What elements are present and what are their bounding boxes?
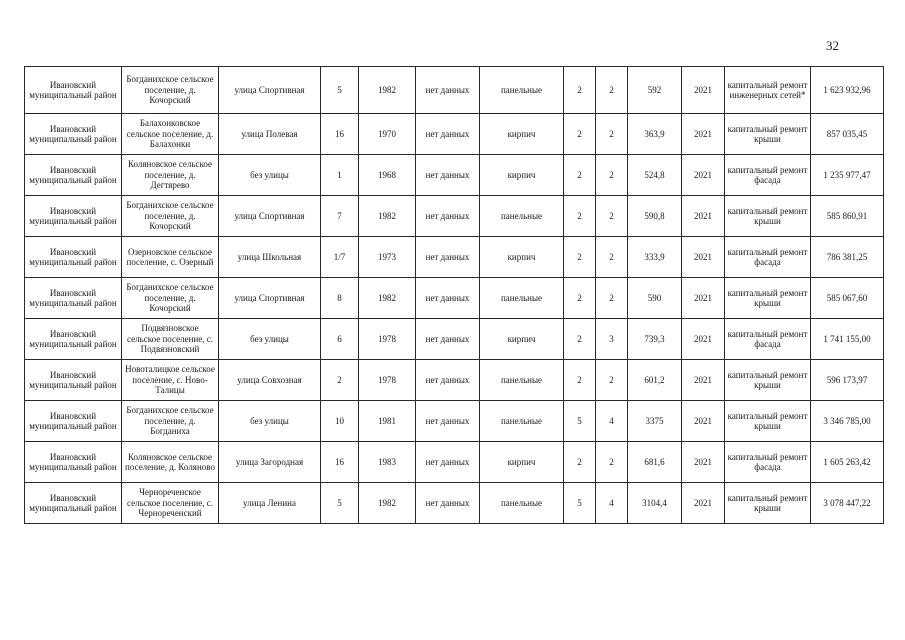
area-cell: 524,8 (628, 155, 682, 196)
data-status-cell: нет данных (416, 237, 480, 278)
table-row (25, 155, 884, 196)
plan-year-cell: 2021 (682, 114, 725, 155)
settlement-cell: Чернореченское сельское поселение, с. Чернореченский (122, 483, 219, 524)
entrances-cell: 2 (596, 114, 628, 155)
table-row (25, 278, 884, 319)
data-status-cell: нет данных (416, 483, 480, 524)
house-number-cell: 1 (321, 155, 359, 196)
table-row (25, 237, 884, 278)
year-built-cell: 1982 (359, 196, 416, 237)
work-type-cell: капитальный ремонт крыши (725, 401, 811, 442)
cost-cell: 1 741 155,00 (811, 319, 884, 360)
floors-cell: 2 (564, 278, 596, 319)
data-status-cell: нет данных (416, 67, 480, 114)
street-cell: улица Ленина (219, 483, 321, 524)
plan-year-cell: 2021 (682, 155, 725, 196)
entrances-cell: 2 (596, 442, 628, 483)
cost-cell: 585 860,91 (811, 196, 884, 237)
plan-year-cell: 2021 (682, 67, 725, 114)
wall-material-cell: панельные (480, 360, 564, 401)
plan-year-cell: 2021 (682, 360, 725, 401)
street-cell: улица Полевая (219, 114, 321, 155)
table-row (25, 483, 884, 524)
housing-repair-table (24, 66, 884, 524)
plan-year-cell: 2021 (682, 483, 725, 524)
entrances-cell: 2 (596, 237, 628, 278)
work-type-cell: капитальный ремонт крыши (725, 360, 811, 401)
wall-material-cell: панельные (480, 278, 564, 319)
wall-material-cell: кирпич (480, 442, 564, 483)
settlement-cell: Подвязновское сельское поселение, с. Подвязновский (122, 319, 219, 360)
area-cell: 363,9 (628, 114, 682, 155)
floors-cell: 2 (564, 196, 596, 237)
entrances-cell: 2 (596, 278, 628, 319)
year-built-cell: 1978 (359, 319, 416, 360)
area-cell: 3375 (628, 401, 682, 442)
plan-year-cell: 2021 (682, 237, 725, 278)
year-built-cell: 1982 (359, 278, 416, 319)
plan-year-cell: 2021 (682, 278, 725, 319)
data-status-cell: нет данных (416, 114, 480, 155)
data-status-cell: нет данных (416, 360, 480, 401)
year-built-cell: 1973 (359, 237, 416, 278)
street-cell: улица Спортивная (219, 67, 321, 114)
street-cell: улица Загородная (219, 442, 321, 483)
settlement-cell: Озерновское сельское поселение, с. Озерный (122, 237, 219, 278)
floors-cell: 2 (564, 237, 596, 278)
cost-cell: 3 346 785,00 (811, 401, 884, 442)
work-type-cell: капитальный ремонт инженерных сетей* (725, 67, 811, 114)
plan-year-cell: 2021 (682, 401, 725, 442)
area-cell: 333,9 (628, 237, 682, 278)
floors-cell: 5 (564, 483, 596, 524)
district-cell: Ивановский муниципальный район (25, 278, 122, 319)
wall-material-cell: панельные (480, 483, 564, 524)
floors-cell: 2 (564, 442, 596, 483)
street-cell: улица Школьная (219, 237, 321, 278)
table-row (25, 114, 884, 155)
entrances-cell: 4 (596, 483, 628, 524)
district-cell: Ивановский муниципальный район (25, 196, 122, 237)
house-number-cell: 6 (321, 319, 359, 360)
settlement-cell: Богданихское сельское поселение, д. Кочорский (122, 67, 219, 114)
year-built-cell: 1978 (359, 360, 416, 401)
work-type-cell: капитальный ремонт крыши (725, 278, 811, 319)
data-status-cell: нет данных (416, 155, 480, 196)
house-number-cell: 16 (321, 114, 359, 155)
year-built-cell: 1968 (359, 155, 416, 196)
wall-material-cell: кирпич (480, 237, 564, 278)
area-cell: 681,6 (628, 442, 682, 483)
house-number-cell: 10 (321, 401, 359, 442)
work-type-cell: капитальный ремонт фасада (725, 155, 811, 196)
cost-cell: 1 235 977,47 (811, 155, 884, 196)
data-status-cell: нет данных (416, 401, 480, 442)
cost-cell: 3 078 447,22 (811, 483, 884, 524)
work-type-cell: капитальный ремонт крыши (725, 483, 811, 524)
settlement-cell: Коляновское сельское поселение, д. Коляново (122, 442, 219, 483)
floors-cell: 2 (564, 155, 596, 196)
settlement-cell: Богданихское сельское поселение, д. Кочорский (122, 278, 219, 319)
house-number-cell: 5 (321, 67, 359, 114)
wall-material-cell: панельные (480, 401, 564, 442)
wall-material-cell: кирпич (480, 319, 564, 360)
street-cell: улица Спортивная (219, 196, 321, 237)
area-cell: 590,8 (628, 196, 682, 237)
floors-cell: 2 (564, 319, 596, 360)
district-cell: Ивановский муниципальный район (25, 237, 122, 278)
table-row (25, 67, 884, 114)
house-number-cell: 8 (321, 278, 359, 319)
data-status-cell: нет данных (416, 319, 480, 360)
entrances-cell: 2 (596, 360, 628, 401)
year-built-cell: 1982 (359, 67, 416, 114)
street-cell: без улицы (219, 319, 321, 360)
work-type-cell: капитальный ремонт фасада (725, 442, 811, 483)
floors-cell: 2 (564, 67, 596, 114)
year-built-cell: 1970 (359, 114, 416, 155)
wall-material-cell: панельные (480, 196, 564, 237)
year-built-cell: 1983 (359, 442, 416, 483)
district-cell: Ивановский муниципальный район (25, 319, 122, 360)
table-row (25, 319, 884, 360)
district-cell: Ивановский муниципальный район (25, 401, 122, 442)
plan-year-cell: 2021 (682, 196, 725, 237)
work-type-cell: капитальный ремонт фасада (725, 237, 811, 278)
district-cell: Ивановский муниципальный район (25, 155, 122, 196)
entrances-cell: 2 (596, 196, 628, 237)
street-cell: без улицы (219, 401, 321, 442)
settlement-cell: Коляновское сельское поселение, д. Дегтярево (122, 155, 219, 196)
cost-cell: 596 173,97 (811, 360, 884, 401)
page-number: 32 (826, 38, 839, 53)
plan-year-cell: 2021 (682, 319, 725, 360)
table-row (25, 401, 884, 442)
area-cell: 590 (628, 278, 682, 319)
work-type-cell: капитальный ремонт крыши (725, 114, 811, 155)
work-type-cell: капитальный ремонт крыши (725, 196, 811, 237)
data-status-cell: нет данных (416, 196, 480, 237)
entrances-cell: 3 (596, 319, 628, 360)
settlement-cell: Богданихское сельское поселение, д. Кочорский (122, 196, 219, 237)
cost-cell: 857 035,45 (811, 114, 884, 155)
house-number-cell: 1/7 (321, 237, 359, 278)
settlement-cell: Балахонковское сельское поселение, д. Балахонки (122, 114, 219, 155)
table-row (25, 360, 884, 401)
plan-year-cell: 2021 (682, 442, 725, 483)
work-type-cell: капитальный ремонт фасада (725, 319, 811, 360)
data-status-cell: нет данных (416, 442, 480, 483)
wall-material-cell: кирпич (480, 155, 564, 196)
street-cell: улица Спортивная (219, 278, 321, 319)
table-row (25, 442, 884, 483)
floors-cell: 2 (564, 114, 596, 155)
street-cell: улица Совхозная (219, 360, 321, 401)
district-cell: Ивановский муниципальный район (25, 67, 122, 114)
year-built-cell: 1982 (359, 483, 416, 524)
district-cell: Ивановский муниципальный район (25, 442, 122, 483)
cost-cell: 585 067,60 (811, 278, 884, 319)
cost-cell: 786 381,25 (811, 237, 884, 278)
table-row (25, 196, 884, 237)
area-cell: 739,3 (628, 319, 682, 360)
cost-cell: 1 605 263,42 (811, 442, 884, 483)
settlement-cell: Богданихское сельское поселение, д. Богданиха (122, 401, 219, 442)
year-built-cell: 1981 (359, 401, 416, 442)
area-cell: 601,2 (628, 360, 682, 401)
settlement-cell: Новоталицкое сельское поселение, с. Ново-Талицы (122, 360, 219, 401)
data-status-cell: нет данных (416, 278, 480, 319)
house-number-cell: 16 (321, 442, 359, 483)
entrances-cell: 4 (596, 401, 628, 442)
cost-cell: 1 623 932,96 (811, 67, 884, 114)
entrances-cell: 2 (596, 67, 628, 114)
area-cell: 3104,4 (628, 483, 682, 524)
district-cell: Ивановский муниципальный район (25, 114, 122, 155)
floors-cell: 2 (564, 360, 596, 401)
district-cell: Ивановский муниципальный район (25, 483, 122, 524)
entrances-cell: 2 (596, 155, 628, 196)
house-number-cell: 7 (321, 196, 359, 237)
area-cell: 592 (628, 67, 682, 114)
house-number-cell: 2 (321, 360, 359, 401)
district-cell: Ивановский муниципальный район (25, 360, 122, 401)
floors-cell: 5 (564, 401, 596, 442)
street-cell: без улицы (219, 155, 321, 196)
wall-material-cell: панельные (480, 67, 564, 114)
house-number-cell: 5 (321, 483, 359, 524)
wall-material-cell: кирпич (480, 114, 564, 155)
